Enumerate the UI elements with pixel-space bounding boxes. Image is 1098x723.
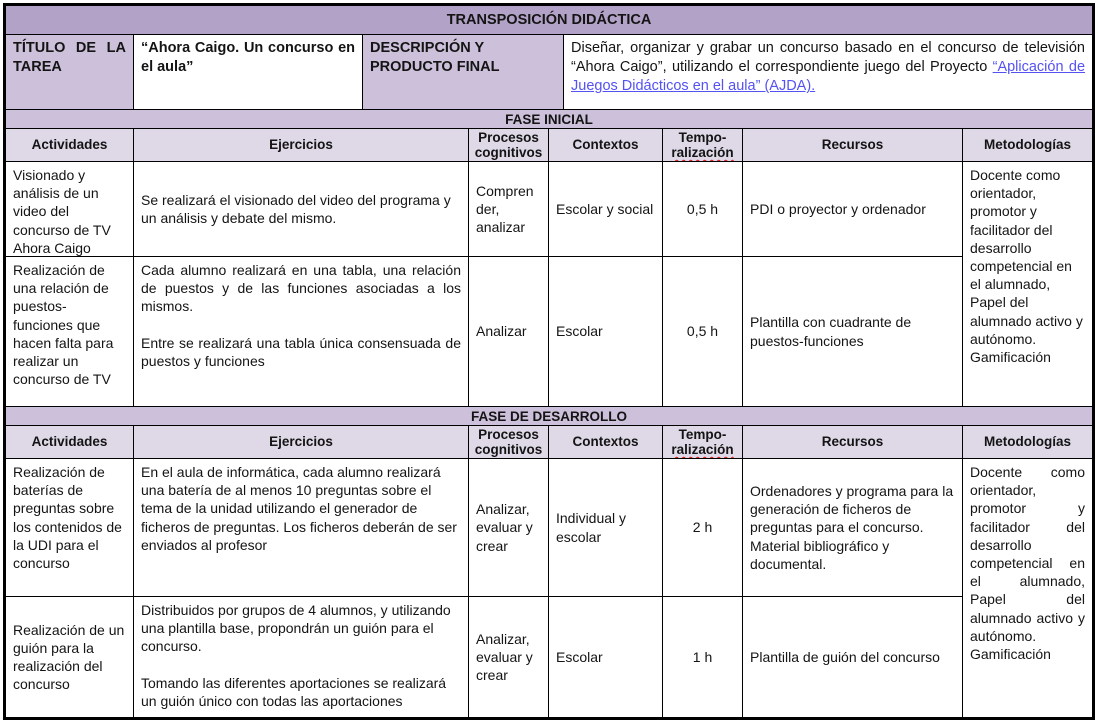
cell-temporalizacion: 0,5 h: [662, 257, 742, 406]
col-header-temporalizacion: Tempo- ralización: [662, 426, 742, 458]
fase-desarrollo-band: [6, 406, 1092, 425]
col-header-contextos: Contextos: [548, 426, 662, 458]
task-description-cell: [563, 35, 1092, 109]
table-row: [6, 596, 962, 717]
task-title-label: TÍTULO DE LA TAREA: [6, 35, 133, 109]
cell-temporalizacion: 0,5 h: [662, 162, 742, 256]
cell-actividades: Realización de baterías de preguntas sobre los contenidos de la UDI para el concurso: [13, 464, 122, 571]
col-header-contextos: Contextos: [548, 129, 662, 161]
table-row: [6, 162, 962, 256]
cell-ejercicios: Distribuidos por grupos de 4 alumnos, y utilizando una plantilla base, propondrán un guión para el concurso. Tomando las diferentes aportaciones se realizará un guión único con todas las aportaciones: [133, 597, 468, 717]
ajda-project-link[interactable]: “Aplicación de Juegos Didácticos en el aula” (AJDA).: [571, 59, 1086, 95]
col-header-temporalizacion: Tempo- ralización: [662, 129, 742, 161]
cell-recursos: Plantilla con cuadrante de puestos-funciones: [742, 257, 962, 406]
cell-metodologias-span: Docente como orientador, promotor y facilitador del desarrollo competencial en el alumnado, Papel del alumnado activo y autónomo. Gamificación: [962, 162, 1092, 406]
cell-actividades: Realización de un guión para la realización del concurso: [13, 621, 125, 693]
cell-temporalizacion: 2 h: [662, 459, 742, 596]
task-row: [6, 34, 1092, 109]
col-header-procesos: Procesos cognitivos: [468, 129, 548, 161]
col-header-recursos: Recursos: [742, 426, 962, 458]
cell-metodologias-span: Docente como orientador, promotor y facilitador del desarrollo competencial en el alumnado, Papel del alumnado activo y autónomo. Gamificación: [962, 459, 1092, 717]
cell-temporalizacion: 1 h: [662, 597, 742, 717]
col-header-ejercicios: Ejercicios: [133, 426, 468, 458]
fase-desarrollo-header-row: [6, 425, 1092, 458]
cell-procesos: Analizar, evaluar y crear: [468, 597, 548, 717]
fase-inicial-body: [6, 161, 1092, 406]
task-description-text: Diseñar, organizar y grabar un concurso basado en el concurso de televisión “Ahora Caigo”, utilizando el correspondiente juego del Proyecto “Aplicación de Juegos Didácticos en el aula” (AJDA).: [571, 40, 1086, 95]
table-title: TRANSPOSICIÓN DIDÁCTICA: [446, 12, 652, 28]
cell-contextos: Individual y escolar: [548, 459, 662, 596]
task-description-label: DESCRIPCIÓN Y PRODUCTO FINAL: [362, 35, 563, 109]
cell-actividades: Visionado y análisis de un video del concurso de TV Ahora Caigo: [13, 167, 111, 256]
col-header-procesos: Procesos cognitivos: [468, 426, 548, 458]
fase-inicial-header-row: [6, 128, 1092, 161]
cell-ejercicios: Cada alumno realizará en una tabla, una relación de puestos y de las funciones asociadas a los mismos. Entre se realizará una tabla única consensuada de puestos y funciones: [133, 257, 468, 406]
spellcheck-underline: ralización: [671, 145, 734, 160]
table-title-band: [6, 6, 1092, 34]
task-title-value: “Ahora Caigo. Un concurso en el aula”: [133, 35, 362, 109]
fase-inicial-title: FASE INICIAL: [505, 111, 593, 127]
fase-desarrollo-title: FASE DE DESARROLLO: [470, 408, 627, 424]
table-row: [6, 459, 962, 596]
cell-procesos: Analizar, evaluar y crear: [468, 459, 548, 596]
fase-desarrollo-body: [6, 458, 1092, 717]
col-header-metodologias: Metodologías: [962, 129, 1092, 161]
col-header-ejercicios: Ejercicios: [133, 129, 468, 161]
table-row: [6, 256, 962, 406]
transposicion-didactica-table: [3, 3, 1095, 720]
cell-contextos: Escolar: [548, 257, 662, 406]
cell-contextos: Escolar y social: [548, 162, 662, 256]
cell-procesos: Comprender, analizar: [468, 162, 548, 256]
cell-recursos: Plantilla de guión del concurso: [742, 597, 962, 717]
col-header-metodologias: Metodologías: [962, 426, 1092, 458]
cell-recursos: Ordenadores y programa para la generación de ficheros de preguntas para el concurso. Material bibliográfico y documental.: [742, 459, 962, 596]
cell-ejercicios: En el aula de informática, cada alumno realizará una batería de al menos 10 preguntas sobre el tema de la unidad utilizando el generador de ficheros de preguntas. Los ficheros deberán de ser enviados al profesor: [133, 459, 468, 596]
col-header-recursos: Recursos: [742, 129, 962, 161]
cell-ejercicios: Se realizará el visionado del video del programa y un análisis y debate del mismo.: [133, 162, 468, 256]
cell-procesos: Analizar: [468, 257, 548, 406]
col-header-actividades: Actividades: [6, 129, 133, 161]
col-header-actividades: Actividades: [6, 426, 133, 458]
cell-contextos: Escolar: [548, 597, 662, 717]
cell-recursos: PDI o proyector y ordenador: [742, 162, 962, 256]
spellcheck-underline: ralización: [671, 442, 734, 457]
cell-actividades: Realización de una relación de puestos-funciones que hacen falta para realizar un concurso de TV: [13, 262, 114, 388]
fase-inicial-band: [6, 109, 1092, 128]
